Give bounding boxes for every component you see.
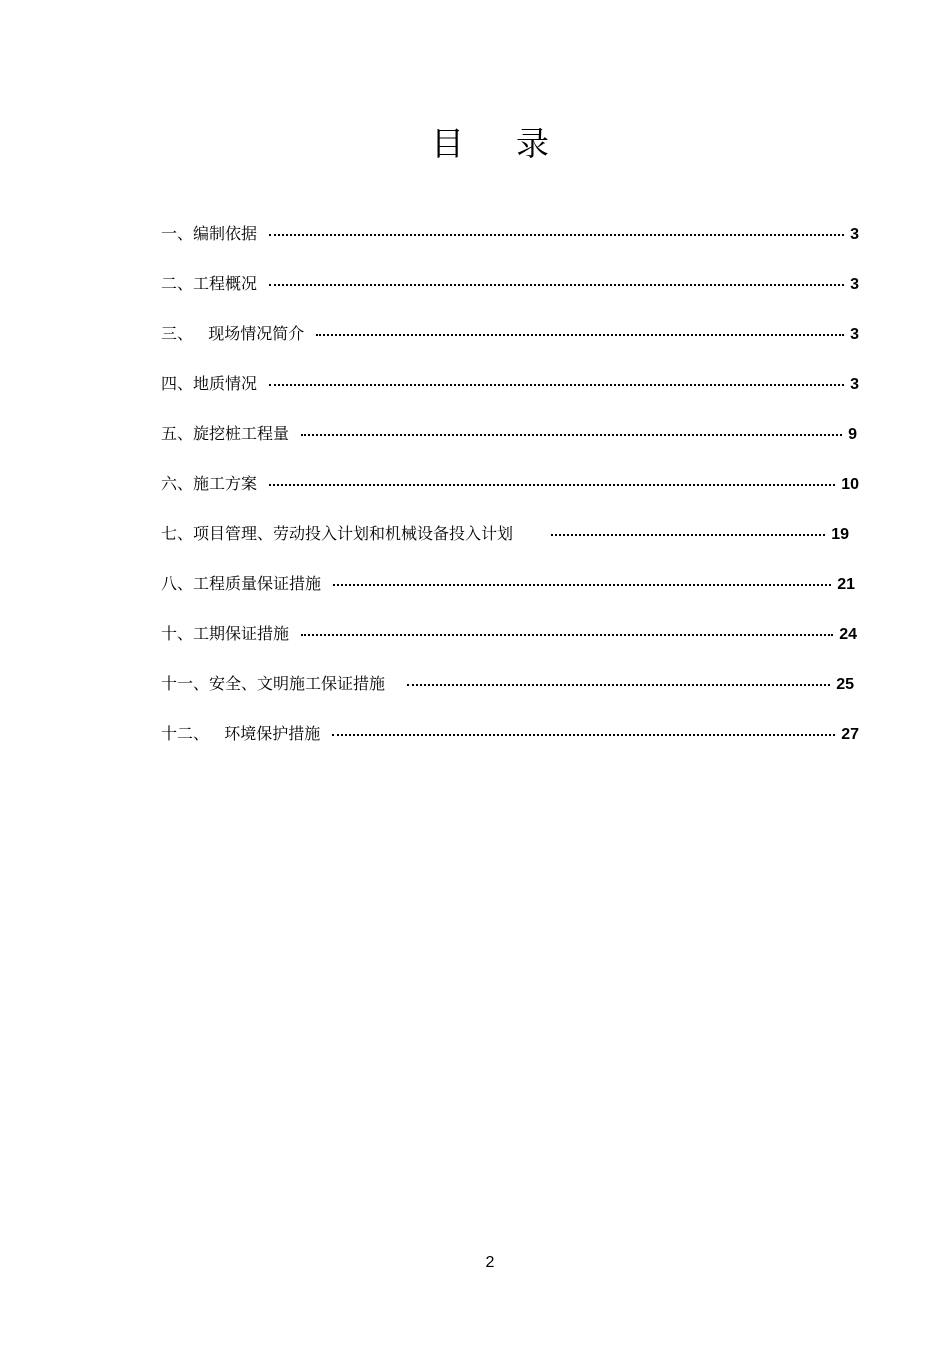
toc-entry-page: 9 <box>848 426 857 443</box>
dot-leader <box>269 384 844 386</box>
title-char-right: 录 <box>516 124 549 163</box>
toc-entry[interactable] <box>161 470 859 520</box>
dot-leader <box>316 334 844 336</box>
toc-entry-label: 三、 现场情况简介 <box>161 324 305 343</box>
toc-entry-page: 27 <box>841 726 859 743</box>
dot-leader <box>269 484 835 486</box>
toc-entry-page: 3 <box>850 276 859 293</box>
toc-entry[interactable] <box>161 620 857 670</box>
toc-entry-page: 10 <box>841 476 859 493</box>
toc-entry[interactable] <box>161 570 855 620</box>
toc-entry-label: 六、施工方案 <box>161 474 258 493</box>
dot-leader <box>333 584 831 586</box>
toc-entry-label: 十一、安全、文明施工保证措施 <box>161 674 386 693</box>
page-number: 2 <box>485 1254 495 1271</box>
toc-entry[interactable] <box>161 220 859 270</box>
toc-entry-page: 3 <box>850 376 859 393</box>
toc-entry[interactable] <box>161 320 859 370</box>
toc-entry-label: 五、旋挖桩工程量 <box>161 424 290 443</box>
toc-entry[interactable] <box>161 670 854 720</box>
toc-entry[interactable] <box>161 370 859 420</box>
toc-entry-label: 四、地质情况 <box>161 374 258 393</box>
toc-entry-label: 八、工程质量保证措施 <box>161 574 322 593</box>
toc-entry-label: 十、工期保证措施 <box>161 624 290 643</box>
dot-leader <box>301 434 842 436</box>
title-char-left: 目 <box>431 124 464 163</box>
dot-leader <box>332 734 835 736</box>
dot-leader <box>269 284 844 286</box>
dot-leader <box>269 234 844 236</box>
toc-entry-page: 19 <box>831 526 849 543</box>
toc-entry-page: 24 <box>839 626 857 643</box>
toc-entry-page: 3 <box>850 326 859 343</box>
toc-entry[interactable] <box>161 270 859 320</box>
dot-leader <box>301 634 833 636</box>
toc-entry[interactable] <box>161 520 849 570</box>
toc-entry-label: 二、工程概况 <box>161 274 258 293</box>
page-title <box>0 118 950 165</box>
dot-leader <box>551 534 825 536</box>
dot-leader <box>407 684 830 686</box>
table-of-contents <box>161 220 861 770</box>
toc-entry-page: 3 <box>850 226 859 243</box>
toc-entry-label: 一、编制依据 <box>161 224 258 243</box>
toc-entry-page: 25 <box>836 676 854 693</box>
toc-entry-page: 21 <box>837 576 855 593</box>
toc-entry[interactable] <box>161 720 859 770</box>
toc-entry-label: 十二、 环境保护措施 <box>161 724 321 743</box>
toc-entry[interactable] <box>161 420 857 470</box>
toc-entry-label: 七、项目管理、劳动投入计划和机械设备投入计划 <box>161 524 514 543</box>
